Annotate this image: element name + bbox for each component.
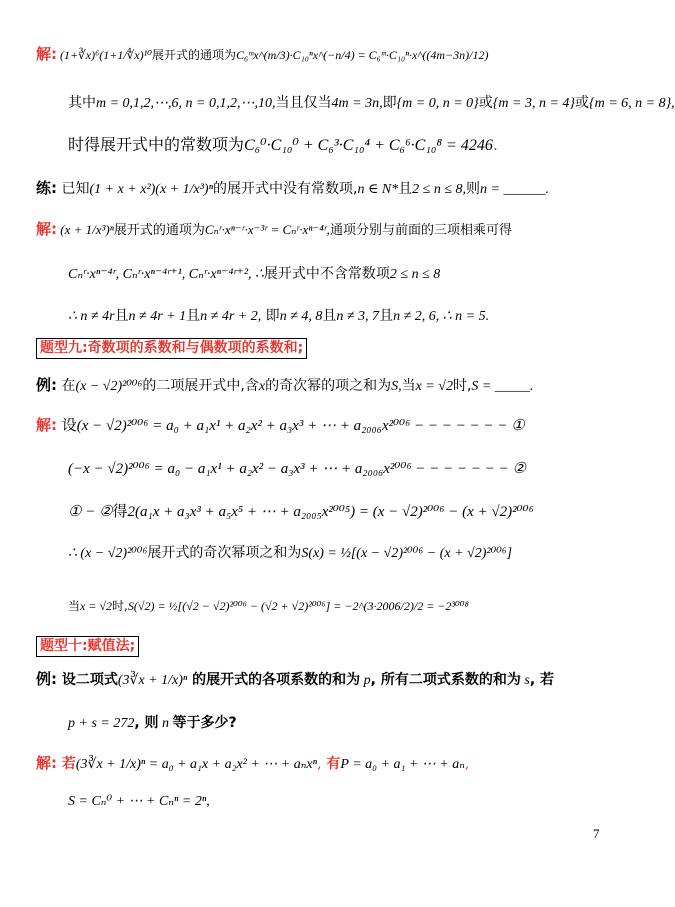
- text-line-l16: [36, 752, 469, 773]
- page-number: 7: [593, 826, 600, 841]
- text-run: P = a₀ + a₁ + ⋯ + aₙ: [340, 757, 465, 772]
- text-run: 有: [321, 756, 341, 772]
- text-run: ,: [317, 756, 322, 772]
- text-run: 或: [574, 95, 589, 111]
- text-run: 展开式的通项为: [152, 48, 237, 62]
- text-line-l13: [68, 597, 469, 614]
- text-run: 例:: [36, 670, 57, 688]
- text-line-l6: [68, 263, 440, 283]
- text-run: 即: [261, 308, 280, 324]
- text-run: 的二项展开式中,含: [142, 378, 259, 394]
- text-run: m = 0,1,2,⋯,6, n = 0,1,2,⋯,10,: [96, 96, 276, 111]
- text-run: Cₙʳ·xⁿ⁻ʳ·x⁻³ʳ = Cₙʳ·xⁿ⁻⁴ʳ,: [204, 222, 330, 237]
- text-run: 得: [112, 502, 128, 520]
- text-run: 解:: [36, 416, 57, 434]
- text-run: 当: [68, 599, 81, 613]
- text-line-l12: [68, 542, 512, 562]
- text-line-l3: [68, 132, 498, 155]
- text-line-l9: [36, 414, 525, 435]
- text-run: {m = 6, n = 8},: [588, 96, 675, 111]
- text-run: 的展开式的各项系数的和为: [187, 672, 361, 688]
- text-run: 解:: [36, 754, 57, 772]
- text-run: 解:: [36, 220, 57, 238]
- text-line-l2: [68, 92, 675, 112]
- text-run: {m = 0, n = 0}: [396, 96, 479, 111]
- text-run: n ≠ 4r + 2,: [200, 309, 262, 324]
- text-run: ∴ n ≠ 4r: [68, 309, 115, 324]
- text-run: n ≠ 3, 7: [336, 309, 380, 324]
- text-run: n ≠ 4, 8: [279, 309, 323, 324]
- text-run: 在: [57, 378, 76, 394]
- text-run: 其中: [68, 95, 96, 111]
- text-run: S(√2) = ½[(√2 − √2)²⁰⁰⁶ − (√2 + √2)²⁰⁰⁶] = −2^(3·2006/2)/2 = −2³⁰⁰⁸: [127, 599, 469, 613]
- text-run: 时得展开式中的常数项为: [68, 135, 245, 154]
- text-run: 的展开式中没有常数项,: [213, 181, 358, 197]
- section-heading-10: 题型十:赋值法;: [36, 636, 139, 657]
- text-run: 的奇次幂的项之和为: [265, 378, 392, 394]
- text-run: (3∛x + 1/x)ⁿ = a₀ + a₁x + a₂x² + ⋯ + aₙxⁿ: [75, 757, 318, 772]
- text-run: (x − √2)²⁰⁰⁶: [75, 379, 143, 394]
- text-run: 设二项式: [57, 672, 118, 688]
- text-line-l17: [68, 793, 210, 810]
- text-run: (x + 1/x³)ⁿ: [57, 222, 114, 237]
- text-line-l4: [36, 177, 549, 198]
- text-run: 展开式的通项为: [113, 223, 205, 238]
- text-run: {m = 3, n = 4}: [492, 96, 575, 111]
- text-line-l8: [36, 374, 533, 395]
- text-run: (x − √2)²⁰⁰⁶ = a₀ + a₁x¹ + a₂x² + a₃x³ + ⋯ + a₂₀₀₆x²⁰⁰⁶ − − − − − − − ①: [76, 418, 525, 434]
- text-run: 练:: [36, 179, 57, 197]
- text-run: n: [158, 716, 173, 731]
- text-run: 2 ≤ n ≤ 8: [389, 267, 441, 282]
- text-run: n ≠ 4r + 1: [128, 309, 187, 324]
- text-run: 若: [57, 756, 76, 772]
- text-run: x: [258, 379, 266, 394]
- text-run: 例:: [36, 376, 57, 394]
- text-run: (−x − √2)²⁰⁰⁶ = a₀ − a₁x¹ + a₂x² − a₃x³ + ⋯ + a₂₀₀₆x²⁰⁰⁶ − − − − − − − ②: [68, 461, 526, 477]
- text-line-l14: [36, 668, 554, 689]
- text-run: n ∈ N*: [357, 182, 399, 197]
- text-line-l11: [68, 500, 534, 521]
- text-run: 已知: [57, 181, 90, 197]
- text-run: ,: [464, 756, 470, 772]
- text-run: C₆⁰·C₁₀⁰ + C₆³·C₁₀⁴ + C₆⁶·C₁₀⁸ = 4246: [244, 137, 493, 154]
- text-run: (1+∛x)⁶(1+1/∜x)¹⁰: [57, 48, 153, 62]
- text-run: S = Cₙ⁰ + ⋯ + Cₙⁿ = 2ⁿ,: [68, 794, 210, 809]
- text-run: 设: [57, 416, 77, 434]
- text-run: 2 ≤ n ≤ 8,: [412, 182, 467, 197]
- text-run: (1 + x + x²)(x + 1/x³)ⁿ: [89, 182, 213, 197]
- text-run: (3∛x + 1/x)ⁿ: [117, 673, 188, 688]
- text-run: 当: [401, 378, 416, 394]
- text-run: S(x) = ½[(x − √2)²⁰⁰⁶ − (x + √2)²⁰⁰⁶]: [301, 546, 513, 561]
- text-run: 解:: [36, 45, 57, 63]
- text-run: 或: [478, 95, 493, 111]
- text-line-l7: [68, 305, 489, 325]
- text-run: n = ______.: [480, 182, 549, 197]
- text-run: 时,: [452, 378, 472, 394]
- text-line-l1: [36, 43, 488, 64]
- text-run: n ≠ 2, 6, ∴ n = 5.: [393, 309, 490, 324]
- text-run: p + s = 272: [68, 716, 135, 731]
- text-run: 2(a₁x + a₃x³ + a₅x⁵ + ⋯ + a₂₀₀₅x²⁰⁰⁵) = (x − √2)²⁰⁰⁶ − (x + √2)²⁰⁰⁶: [127, 504, 534, 520]
- text-run: .: [492, 135, 498, 154]
- text-line-l15: [68, 712, 237, 732]
- text-run: 4m = 3n,: [331, 96, 383, 111]
- text-run: , 所有二项式系数的和为: [370, 672, 521, 688]
- text-line-l5: [36, 218, 512, 239]
- text-run: 且: [114, 308, 129, 324]
- text-run: 且: [186, 308, 201, 324]
- text-run: S,: [391, 379, 402, 394]
- text-run: 时,: [112, 599, 128, 613]
- text-run: ∴ (x − √2)²⁰⁰⁶: [68, 546, 148, 561]
- text-run: ① − ②: [68, 504, 113, 520]
- text-line-l10: [68, 459, 526, 478]
- text-run: , 则: [134, 715, 159, 731]
- text-run: 通项分别与前面的三项相乘可得: [329, 223, 512, 238]
- text-run: x = √2: [415, 379, 453, 394]
- text-run: , 若: [529, 672, 555, 688]
- text-run: 即: [382, 95, 397, 111]
- text-run: S = _____.: [471, 379, 534, 394]
- text-run: 则: [466, 181, 481, 197]
- text-run: 且: [322, 308, 337, 324]
- text-run: p: [360, 673, 371, 688]
- text-run: Cₙʳ·xⁿ⁻⁴ʳ, Cₙʳ·xⁿ⁻⁴ʳ⁺¹, Cₙʳ·xⁿ⁻⁴ʳ⁺², ∴: [68, 267, 264, 282]
- text-run: s: [520, 673, 530, 688]
- text-run: 展开式的奇次幂项之和为: [147, 545, 302, 561]
- text-run: C₆ᵐx^(m/3)·C₁₀ⁿx^(−n/4) = C₆ᵐ·C₁₀ⁿ·x^((4m−3n)/12): [236, 48, 489, 62]
- text-run: 等于多少?: [172, 715, 237, 731]
- text-run: 当且仅当: [275, 95, 332, 111]
- text-run: 且: [379, 308, 394, 324]
- text-run: 展开式中不含常数项: [263, 266, 390, 282]
- section-heading-9: 题型九:奇数项的系数和与偶数项的系数和;: [36, 338, 307, 359]
- text-run: 且: [398, 181, 413, 197]
- text-run: x = √2: [80, 599, 113, 613]
